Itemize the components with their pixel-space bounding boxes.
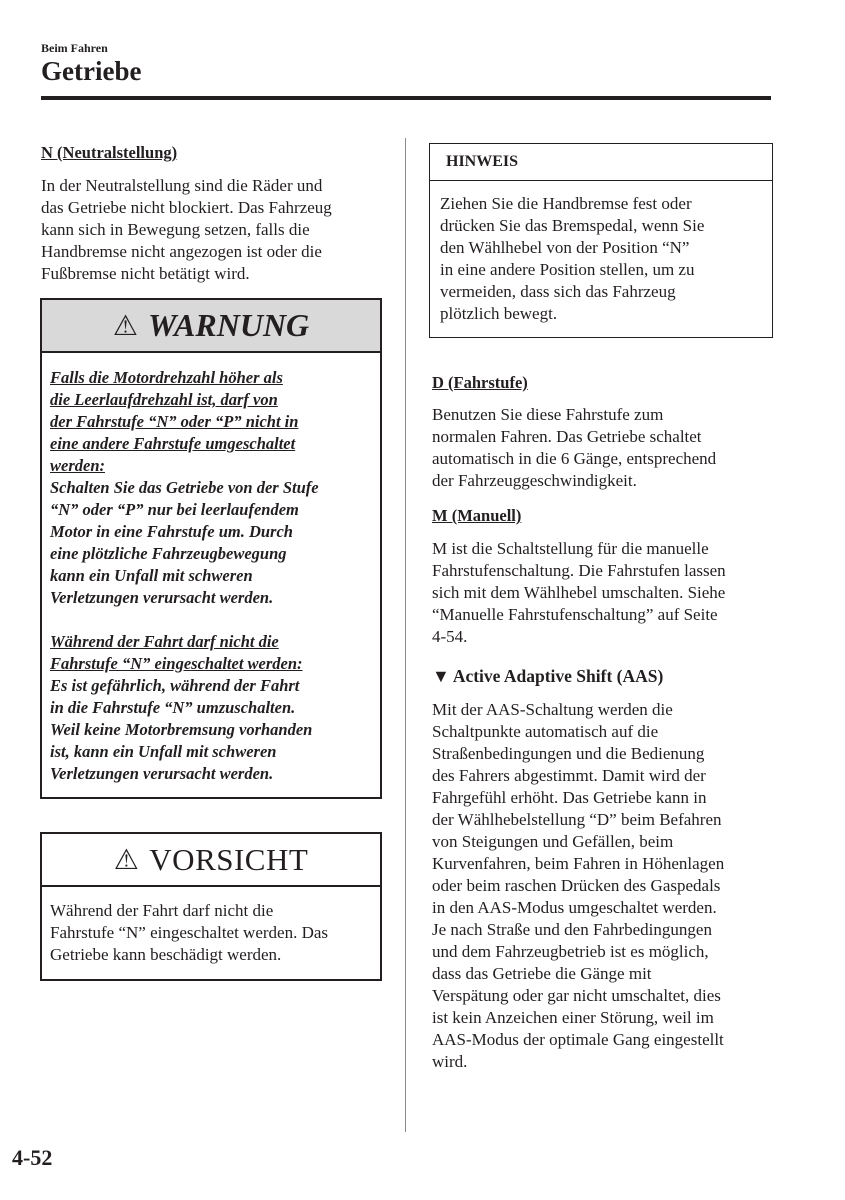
text-line: oder beim raschen Drücken des Gaspedals bbox=[432, 876, 721, 895]
text-line: Fußbremse nicht betätigt wird. bbox=[41, 264, 250, 283]
page-title: Getriebe bbox=[41, 56, 142, 86]
text-line: der Fahrzeuggeschwindigkeit. bbox=[432, 471, 637, 490]
aas-heading-text: Active Adaptive Shift (AAS) bbox=[452, 666, 664, 686]
page-number: 4-52 bbox=[12, 1145, 53, 1170]
warning-line: Verletzungen verursacht werden. bbox=[50, 764, 274, 783]
warning-line: kann ein Unfall mit schweren bbox=[50, 566, 253, 585]
text-line: Straßenbedingungen und die Bedienung bbox=[432, 744, 705, 763]
text-line: Verspätung oder gar nicht umschaltet, dies bbox=[432, 986, 721, 1005]
text-line: Handbremse nicht angezogen ist oder die bbox=[41, 242, 322, 261]
manual-heading: M (Manuell) bbox=[432, 506, 522, 525]
text-line: das Getriebe nicht blockiert. Das Fahrzeug bbox=[41, 198, 332, 217]
neutral-heading: N (Neutralstellung) bbox=[41, 143, 178, 162]
warning-underlined-line: der Fahrstufe “N” oder “P” nicht in bbox=[50, 412, 299, 431]
text-line: ist kein Anzeichen einer Störung, weil im bbox=[432, 1008, 714, 1027]
text-line: automatisch in die 6 Gänge, entsprechend bbox=[432, 449, 717, 468]
warning-line: Schalten Sie das Getriebe von der Stufe bbox=[50, 478, 319, 497]
warning-underlined-line: werden: bbox=[50, 456, 105, 475]
warning-line: Weil keine Motorbremsung vorhanden bbox=[50, 720, 313, 739]
caution-line: Getriebe kann beschädigt werden. bbox=[50, 945, 282, 964]
section-label: Beim Fahren bbox=[41, 41, 108, 55]
caution-title: VORSICHT bbox=[149, 841, 309, 877]
caution-body bbox=[42, 887, 380, 966]
caution-header bbox=[42, 834, 380, 887]
warning-underlined-line: Während der Fahrt darf nicht die bbox=[50, 632, 279, 651]
warning-underlined-line: eine andere Fahrstufe umgeschaltet bbox=[50, 434, 296, 453]
text-line: und dem Fahrzeugbetrieb ist es möglich, bbox=[432, 942, 709, 961]
text-line: der Wählhebelstellung “D” beim Befahren bbox=[432, 810, 722, 829]
text-line: Fahrgefühl erhöht. Das Getriebe kann in bbox=[432, 788, 707, 807]
drive-heading: D (Fahrstufe) bbox=[432, 373, 528, 392]
text-line: Fahrstufenschaltung. Die Fahrstufen lassen bbox=[432, 561, 726, 580]
note-body bbox=[430, 181, 772, 325]
note-line: vermeiden, dass sich das Fahrzeug bbox=[440, 282, 676, 301]
text-line: sich mit dem Wählhebel umschalten. Siehe bbox=[432, 583, 726, 602]
text-line: kann sich in Bewegung setzen, falls die bbox=[41, 220, 310, 239]
text-line: Kurvenfahren, beim Fahren in Höhenlagen bbox=[432, 854, 725, 873]
note-box bbox=[429, 143, 773, 338]
warning-line: Motor in eine Fahrstufe um. Durch bbox=[50, 522, 293, 541]
aas-text bbox=[432, 699, 777, 1073]
warning-header bbox=[42, 300, 380, 353]
warning-triangle-icon: ⚠ bbox=[112, 310, 138, 342]
text-line: normalen Fahren. Das Getriebe schaltet bbox=[432, 427, 702, 446]
paragraph-gap bbox=[50, 609, 372, 631]
manual-text bbox=[432, 538, 777, 648]
warning-line: in die Fahrstufe “N” umzuschalten. bbox=[50, 698, 296, 717]
text-line: Mit der AAS-Schaltung werden die bbox=[432, 700, 673, 719]
text-line: “Manuelle Fahrstufenschaltung” auf Seite bbox=[432, 605, 718, 624]
warning-line: eine plötzliche Fahrzeugbewegung bbox=[50, 544, 287, 563]
caution-box bbox=[40, 832, 382, 981]
text-line: In der Neutralstellung sind die Räder und bbox=[41, 176, 323, 195]
warning-line: ist, kann ein Unfall mit schweren bbox=[50, 742, 277, 761]
warning-underlined-line: Falls die Motordrehzahl höher als bbox=[50, 368, 283, 387]
caution-line: Fahrstufe “N” eingeschaltet werden. Das bbox=[50, 923, 329, 942]
caution-line: Während der Fahrt darf nicht die bbox=[50, 901, 274, 920]
warning-line: Verletzungen verursacht werden. bbox=[50, 588, 274, 607]
warning-line: “N” oder “P” nur bei leerlaufendem bbox=[50, 500, 299, 519]
drive-text bbox=[432, 404, 777, 492]
neutral-text bbox=[41, 175, 386, 285]
column-divider bbox=[405, 138, 406, 1132]
text-line: Schaltpunkte automatisch auf die bbox=[432, 722, 659, 741]
text-line: M ist die Schaltstellung für die manuelle bbox=[432, 539, 709, 558]
text-line: Benutzen Sie diese Fahrstufe zum bbox=[432, 405, 664, 424]
note-line: plötzlich bewegt. bbox=[440, 304, 558, 323]
warning-title: WARNUNG bbox=[147, 307, 310, 343]
title-rule bbox=[41, 96, 771, 100]
text-line: dass das Getriebe die Gänge mit bbox=[432, 964, 652, 983]
warning-line: Es ist gefährlich, während der Fahrt bbox=[50, 676, 300, 695]
text-line: 4-54. bbox=[432, 627, 468, 646]
note-line: in eine andere Position stellen, um zu bbox=[440, 260, 695, 279]
warning-box bbox=[40, 298, 382, 799]
note-title: HINWEIS bbox=[430, 144, 772, 181]
warning-body bbox=[42, 353, 380, 785]
note-line: Ziehen Sie die Handbremse fest oder bbox=[440, 194, 692, 213]
note-line: drücken Sie das Bremspedal, wenn Sie bbox=[440, 216, 705, 235]
text-line: AAS-Modus der optimale Gang eingestellt bbox=[432, 1030, 724, 1049]
text-line: in den AAS-Modus umgeschaltet werden. bbox=[432, 898, 717, 917]
text-line: wird. bbox=[432, 1052, 468, 1071]
note-line: den Wählhebel von der Position “N” bbox=[440, 238, 690, 257]
text-line: des Fahrers abgestimmt. Damit wird der bbox=[432, 766, 706, 785]
warning-underlined-line: die Leerlaufdrehzahl ist, darf von bbox=[50, 390, 278, 409]
text-line: von Steigungen und Gefällen, beim bbox=[432, 832, 674, 851]
warning-triangle-icon: ⚠ bbox=[113, 844, 140, 876]
triangle-down-icon: ▼ bbox=[432, 666, 450, 686]
warning-underlined-line: Fahrstufe “N” eingeschaltet werden: bbox=[50, 654, 303, 673]
aas-heading bbox=[432, 664, 663, 688]
text-line: Je nach Straße und den Fahrbedingungen bbox=[432, 920, 712, 939]
